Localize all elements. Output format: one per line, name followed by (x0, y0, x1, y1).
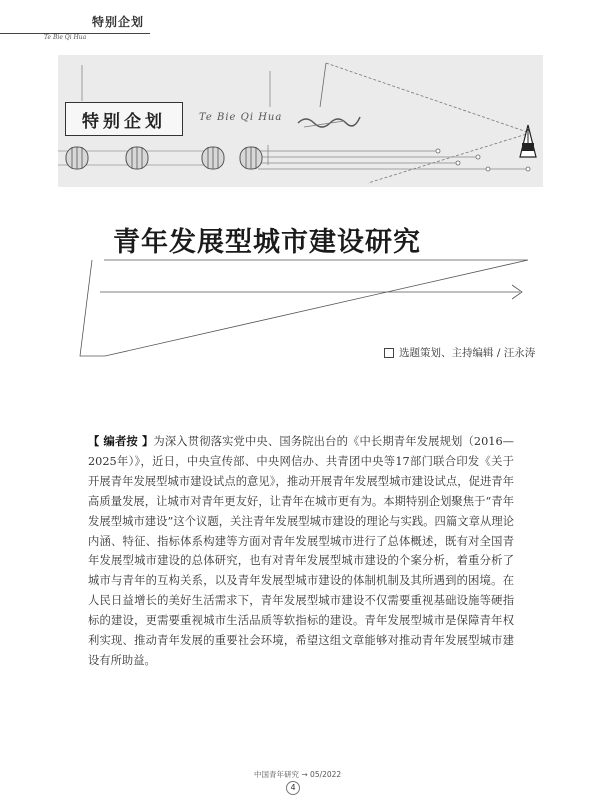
running-header-title: 特别企划 (92, 15, 145, 29)
footer-journal: 中国青年研究 → 05/2022 (254, 770, 342, 779)
square-bullet-icon (384, 348, 394, 358)
page-number: 4 (286, 781, 300, 795)
editor-note-body: 为深入贯彻落实党中央、国务院出台的《中长期青年发展规划（2016—2025年）》，近日，中央宣传部、中央网信办、共青团中央等17部门联合印发《关于开展青年发展型城市建设试点的意见》，推动开展青年发展型城市建设试点，促进青年高质量发展，让城市对青年更友好，让青年在城市更有为。本期特别企划聚焦于“青年发展型城市建设”这个议题，关注青年发展型城市建设的理论与实践。四篇文章从理论内涵、特征、指标体系构建等方面对青年发展型城市进行了总体概述，既有对全国青年发展型城市建设的总体研究，也有对青年发展型城市建设的个案分析，着重分析了城市与青年的互构关系，以及青年发展型城市建设的体制机制及其所遇到的困境。在人民日益增长的美好生活需求下，青年发展型城市建设不仅需要重视基础设施等硬指标的建设，更需要重视城市生活品质等软指标的建设。青年发展型城市是保障青年权利实现、推动青年发展的重要社会环境，希望这组文章能够对推动青年发展型城市建设有所助益。 (88, 435, 514, 667)
byline (384, 345, 535, 360)
article-title: 青年发展型城市建设研究 (113, 227, 421, 258)
byline-text: 选题策划、主持编辑 / 汪永涛 (399, 347, 536, 359)
banner-script-text: Te Bie Qi Hua (199, 112, 283, 123)
editor-note (88, 432, 514, 671)
running-header-pinyin: Te Bie Qi Hua (44, 34, 87, 41)
editor-note-label: 【 编者按 】 (88, 435, 154, 448)
banner-label: 特别企划 (65, 102, 183, 136)
